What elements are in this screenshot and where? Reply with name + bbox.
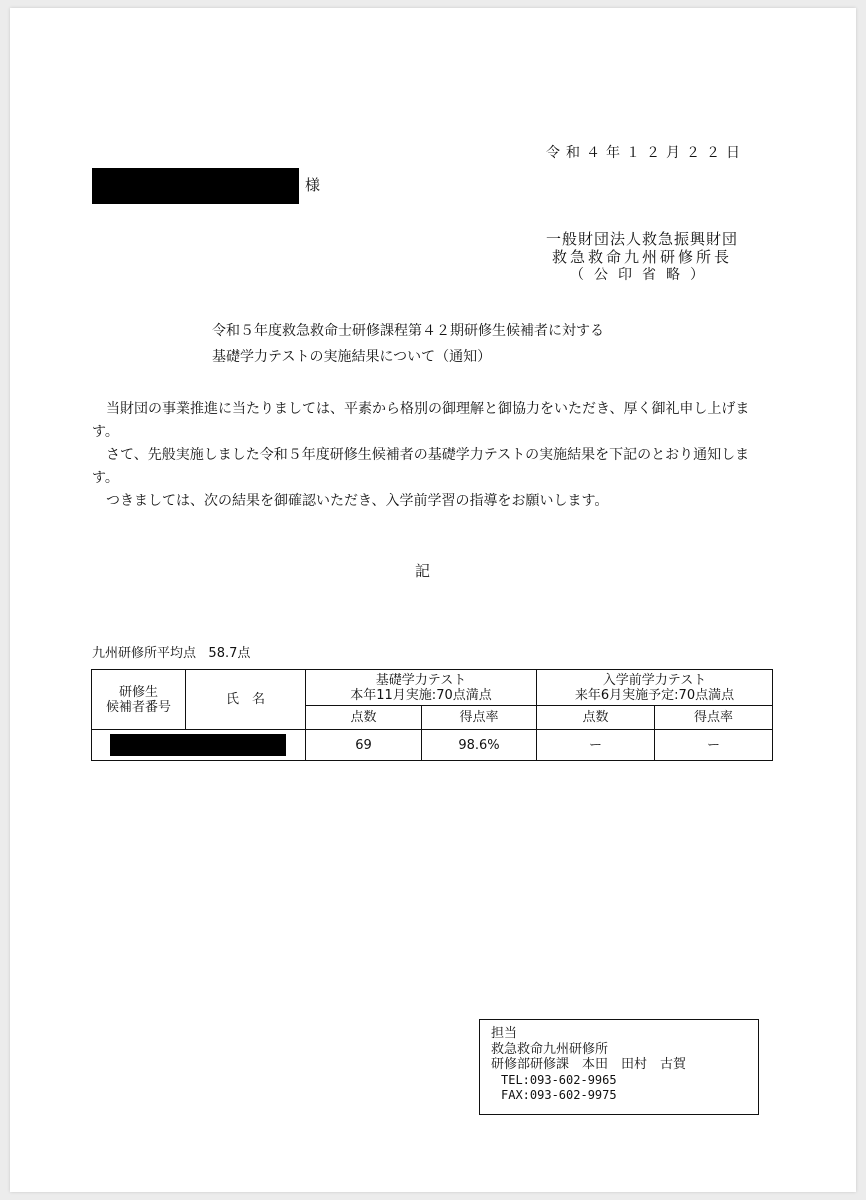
body-paragraph-1: 当財団の事業推進に当たりましては、平素から格別の御理解と御協力をいただき、厚く御礼申し上げます。: [92, 401, 750, 440]
col-name: 氏 名: [186, 670, 306, 730]
entrance-score-cell: ー: [537, 730, 655, 761]
average-value: 58.7点: [208, 646, 251, 661]
average-score: [92, 642, 250, 661]
issuer-block: [546, 230, 738, 284]
body-paragraph-2: さて、先般実施しました令和５年度研修生候補者の基礎学力テストの実施結果を下記のとおり通知します。: [92, 447, 750, 486]
subject-line-1: 令和５年度救急救命士研修課程第４２期研修生候補者に対する: [212, 323, 604, 339]
basic-rate-cell: 98.6%: [422, 730, 537, 761]
table-row: [92, 730, 773, 761]
document-page: [10, 8, 856, 1192]
col-group-entrance-test: [537, 670, 773, 706]
contact-fax: FAX:093-602-9975: [501, 1088, 617, 1102]
seal-omitted-note: （公印省略）: [569, 267, 714, 283]
contact-title: 担当: [491, 1026, 518, 1041]
addressee-suffix: 様: [305, 176, 321, 194]
entrance-test-title: 入学前学力テスト: [602, 672, 707, 688]
col-candidate-number: 研修生 候補者番号: [92, 670, 186, 730]
basic-test-title: 基礎学力テスト: [375, 672, 467, 688]
contact-department: 研修部研修課 本田 田村 古賀: [491, 1057, 687, 1072]
basic-test-note: 本年11月実施:70点満点: [350, 687, 492, 703]
entrance-rate-cell: ー: [655, 730, 773, 761]
subject-line-2: 基礎学力テストの実施結果について（通知）: [212, 349, 492, 365]
issuer-organization: 一般財団法人救急振興財団: [545, 230, 738, 248]
entrance-score-header: 点数: [537, 706, 655, 730]
basic-score-header: 点数: [306, 706, 422, 730]
contact-organization: 救急救命九州研修所: [491, 1041, 609, 1057]
ki-heading: 記: [415, 562, 431, 580]
contact-box: [479, 1019, 759, 1115]
document-subject: [212, 318, 604, 370]
issuer-title: 救急救命九州研修所長: [551, 248, 732, 266]
average-label: 九州研修所平均点: [92, 646, 197, 661]
body-paragraph-3: つきましては、次の結果を御確認いただき、入学前学習の指導をお願いします。: [92, 493, 609, 509]
redacted-candidate-cell: [92, 730, 306, 761]
body-text: [92, 398, 772, 513]
redacted-candidate-info: [110, 734, 286, 756]
entrance-rate-header: 得点率: [655, 706, 773, 730]
col-group-basic-test: [306, 670, 537, 706]
basic-score-cell: 69: [306, 730, 422, 761]
entrance-test-note: 来年6月実施予定:70点満点: [574, 687, 735, 703]
contact-tel: TEL:093-602-9965: [501, 1072, 617, 1087]
redacted-addressee: [92, 168, 299, 204]
basic-rate-header: 得点率: [422, 706, 537, 730]
results-table: [91, 669, 773, 761]
document-date: 令和４年１２月２２日: [546, 145, 746, 161]
table-header-row: [92, 670, 773, 706]
